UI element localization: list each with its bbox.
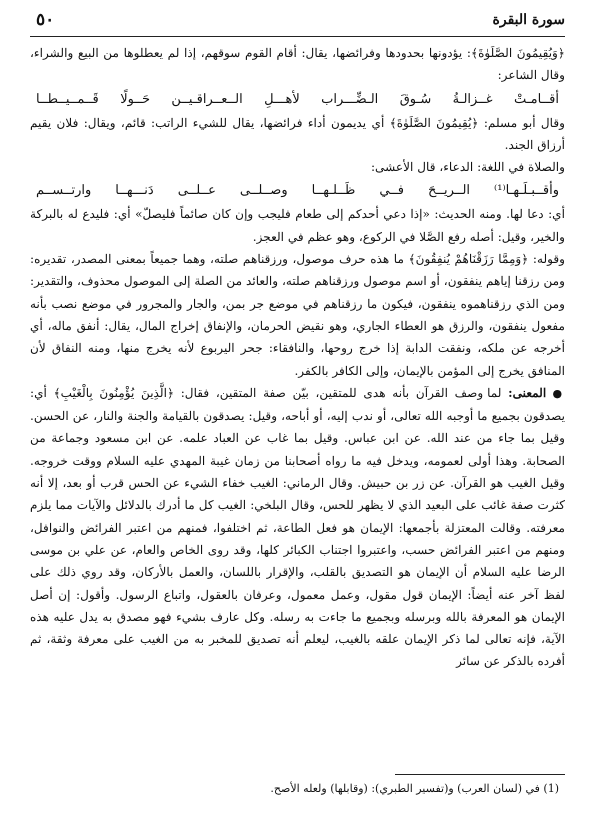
page-body (30, 42, 565, 673)
paragraph-rizq: وقوله: ﴿وَمِمَّا رَزَقْنَاهُمْ يُنفِقُونَ﴾ ما هذه حرف موصول، ورزقناهم صلته، وهما جميعاً بمعنى المصدر، تقديره: ومن رزقنا إياهم ينفقون، أو اسم موصول ورزقناهم صلته، والعائد من الصلة إلى الموصول محذوف، والتقدير: ومن الذي رزقناهموه ينفقون، فيكون ما رزقناهم في موضع جر بمن، والجار والمجرور في موضع نصب بأنه مفعول ينفقون، والرزق هو العطاء الجاري، وهو نقيض الحرمان، والإنفاق إخراج المال، يقال: أنفق ماله، أي أخرجه عن ملكه، ونفقت الدابة إذا خرج روحها، والنافقاء: جحر اليربوع لأنه يخرج منها، ومنه النفاق لأن المنافق يخرج إلى المؤمن بالإيمان، وإلى الكافر بالكفر. (30, 252, 565, 378)
poetry-verse-1: أقــامـتْ غــزالـةُ سُـوقَ الـضِّـــراب لأهـــلِ الــعــراقـيــن حَــولًا قَــمــيــطــا (36, 91, 559, 107)
surah-title: سورة البقرة (492, 12, 565, 28)
paragraph-salat-lugha: والصلاة في اللغة: الدعاء، قال الأعشى: (370, 160, 565, 175)
bullet-icon: ● (546, 386, 565, 400)
maana-label: المعنى: (508, 385, 547, 400)
paragraph-hadith: أي: دعا لها. ومنه الحديث: «إذا دعي أحدكم إلى طعام فليجب وإن كان صائماً فليصلّ» أي: فليدع له بالبركة والخير، وقيل: أصله رفع الصَّلا في الركوع، وهو عظم في العجز. (30, 207, 565, 244)
footnote-rule (395, 774, 565, 775)
paragraph-maana (30, 382, 565, 673)
page-number: ٥٠ (36, 10, 55, 30)
paragraph-abu-muslim: وقال أبو مسلم: ﴿يُقِيمُونَ الصَّلَوٰةَ﴾ أي يديمون أداء فرائضها، يقال للشيء الراتب: قائم، ويقال: فلان يقيم أرزاق الجند. (30, 115, 565, 152)
header-rule (30, 36, 565, 37)
page-header (30, 10, 565, 36)
poetry-verse-2: وأقــبـلَـهـا⁽¹⁾ الــريــحَ فــي ظَــلـهــا وصــلــى عــلــى دَنـــهــا وارتــســم (36, 183, 559, 199)
paragraph-iqama: ﴿وَيُقِيمُونَ الصَّلَوٰةَ﴾: يؤدونها بحدودها وفرائضها، يقال: أقام القوم سوقهم، إذا لم يعطلوها من البيع والشراء، وقال الشاعر: (30, 46, 565, 83)
maana-text: لما وصف القرآن بأنه هدى للمتقين، بيّن صفة المتقين، فقال: ﴿الَّذِينَ يُؤْمِنُونَ بِالْغَيْبِ﴾ أي: يصدقون بجميع ما أوجبه الله تعالى، أو ندب إليه، أو أباحه، وقيل: يصدقون بالقيامة والجنة والنار، عن الحسن. وقيل بما جاء من عند الله. عن ابن عباس. وقيل بما غاب عن العباد علمه. عن ابن مسعود وجماعة من الصحابة. وهذا أولى لعمومه، ويدخل فيه ما رواه أصحابنا من زمان غيبة المهدي عليه السلام ووقت خروجه. وقيل الغيب هو القرآن. عن زر بن حبيش. وقال الرماني: الغيب خفاء الشيء عن الحس قرب أو بعد، إلا أنه كثرت صفة غائب على البعيد الذي لا يظهر للحس، وقال البلخي: الغيب كل ما أدرك بالدلائل والآيات مما يلزم معرفته. وقالت المعتزلة بأجمعها: الإيمان هو فعل الطاعة، ثم اختلفوا، فمنهم من اعتبر الفرائض والنوافل، ومنهم من اعتبر الفرائض حسب، واعتبروا اجتناب الكبائر كلها، وقد روى الخاص والعام، عن علي بن موسى الرضا عليه السلام أن الإيمان هو التصديق بالقلب، والإقرار باللسان، والعمل بالأركان، وقد روي ذلك على لفظ آخر عنه أيضاً: الإيمان قول مقول، وعمل معمول، وعرفان بالعقول، واتباع الرسول. وأقول: إن أصل الإيمان هو المعرفة بالله وبرسله وبجميع ما جاءت به رسله. وكل عارف بشيء فهو مصدق به يدل عليه هذه الآية، فإنه تعالى لما ذكر الإيمان علقه بالغيب، ليعلم أنه تصديق للمخبر به من الغيب على معرفة وثقة، ثم أفرده بالذكر عن سائر (30, 385, 565, 669)
footnote: (1) في (لسان العرب) و(تفسير الطبري): (وقابلها) ولعله الأصح. (270, 782, 559, 795)
